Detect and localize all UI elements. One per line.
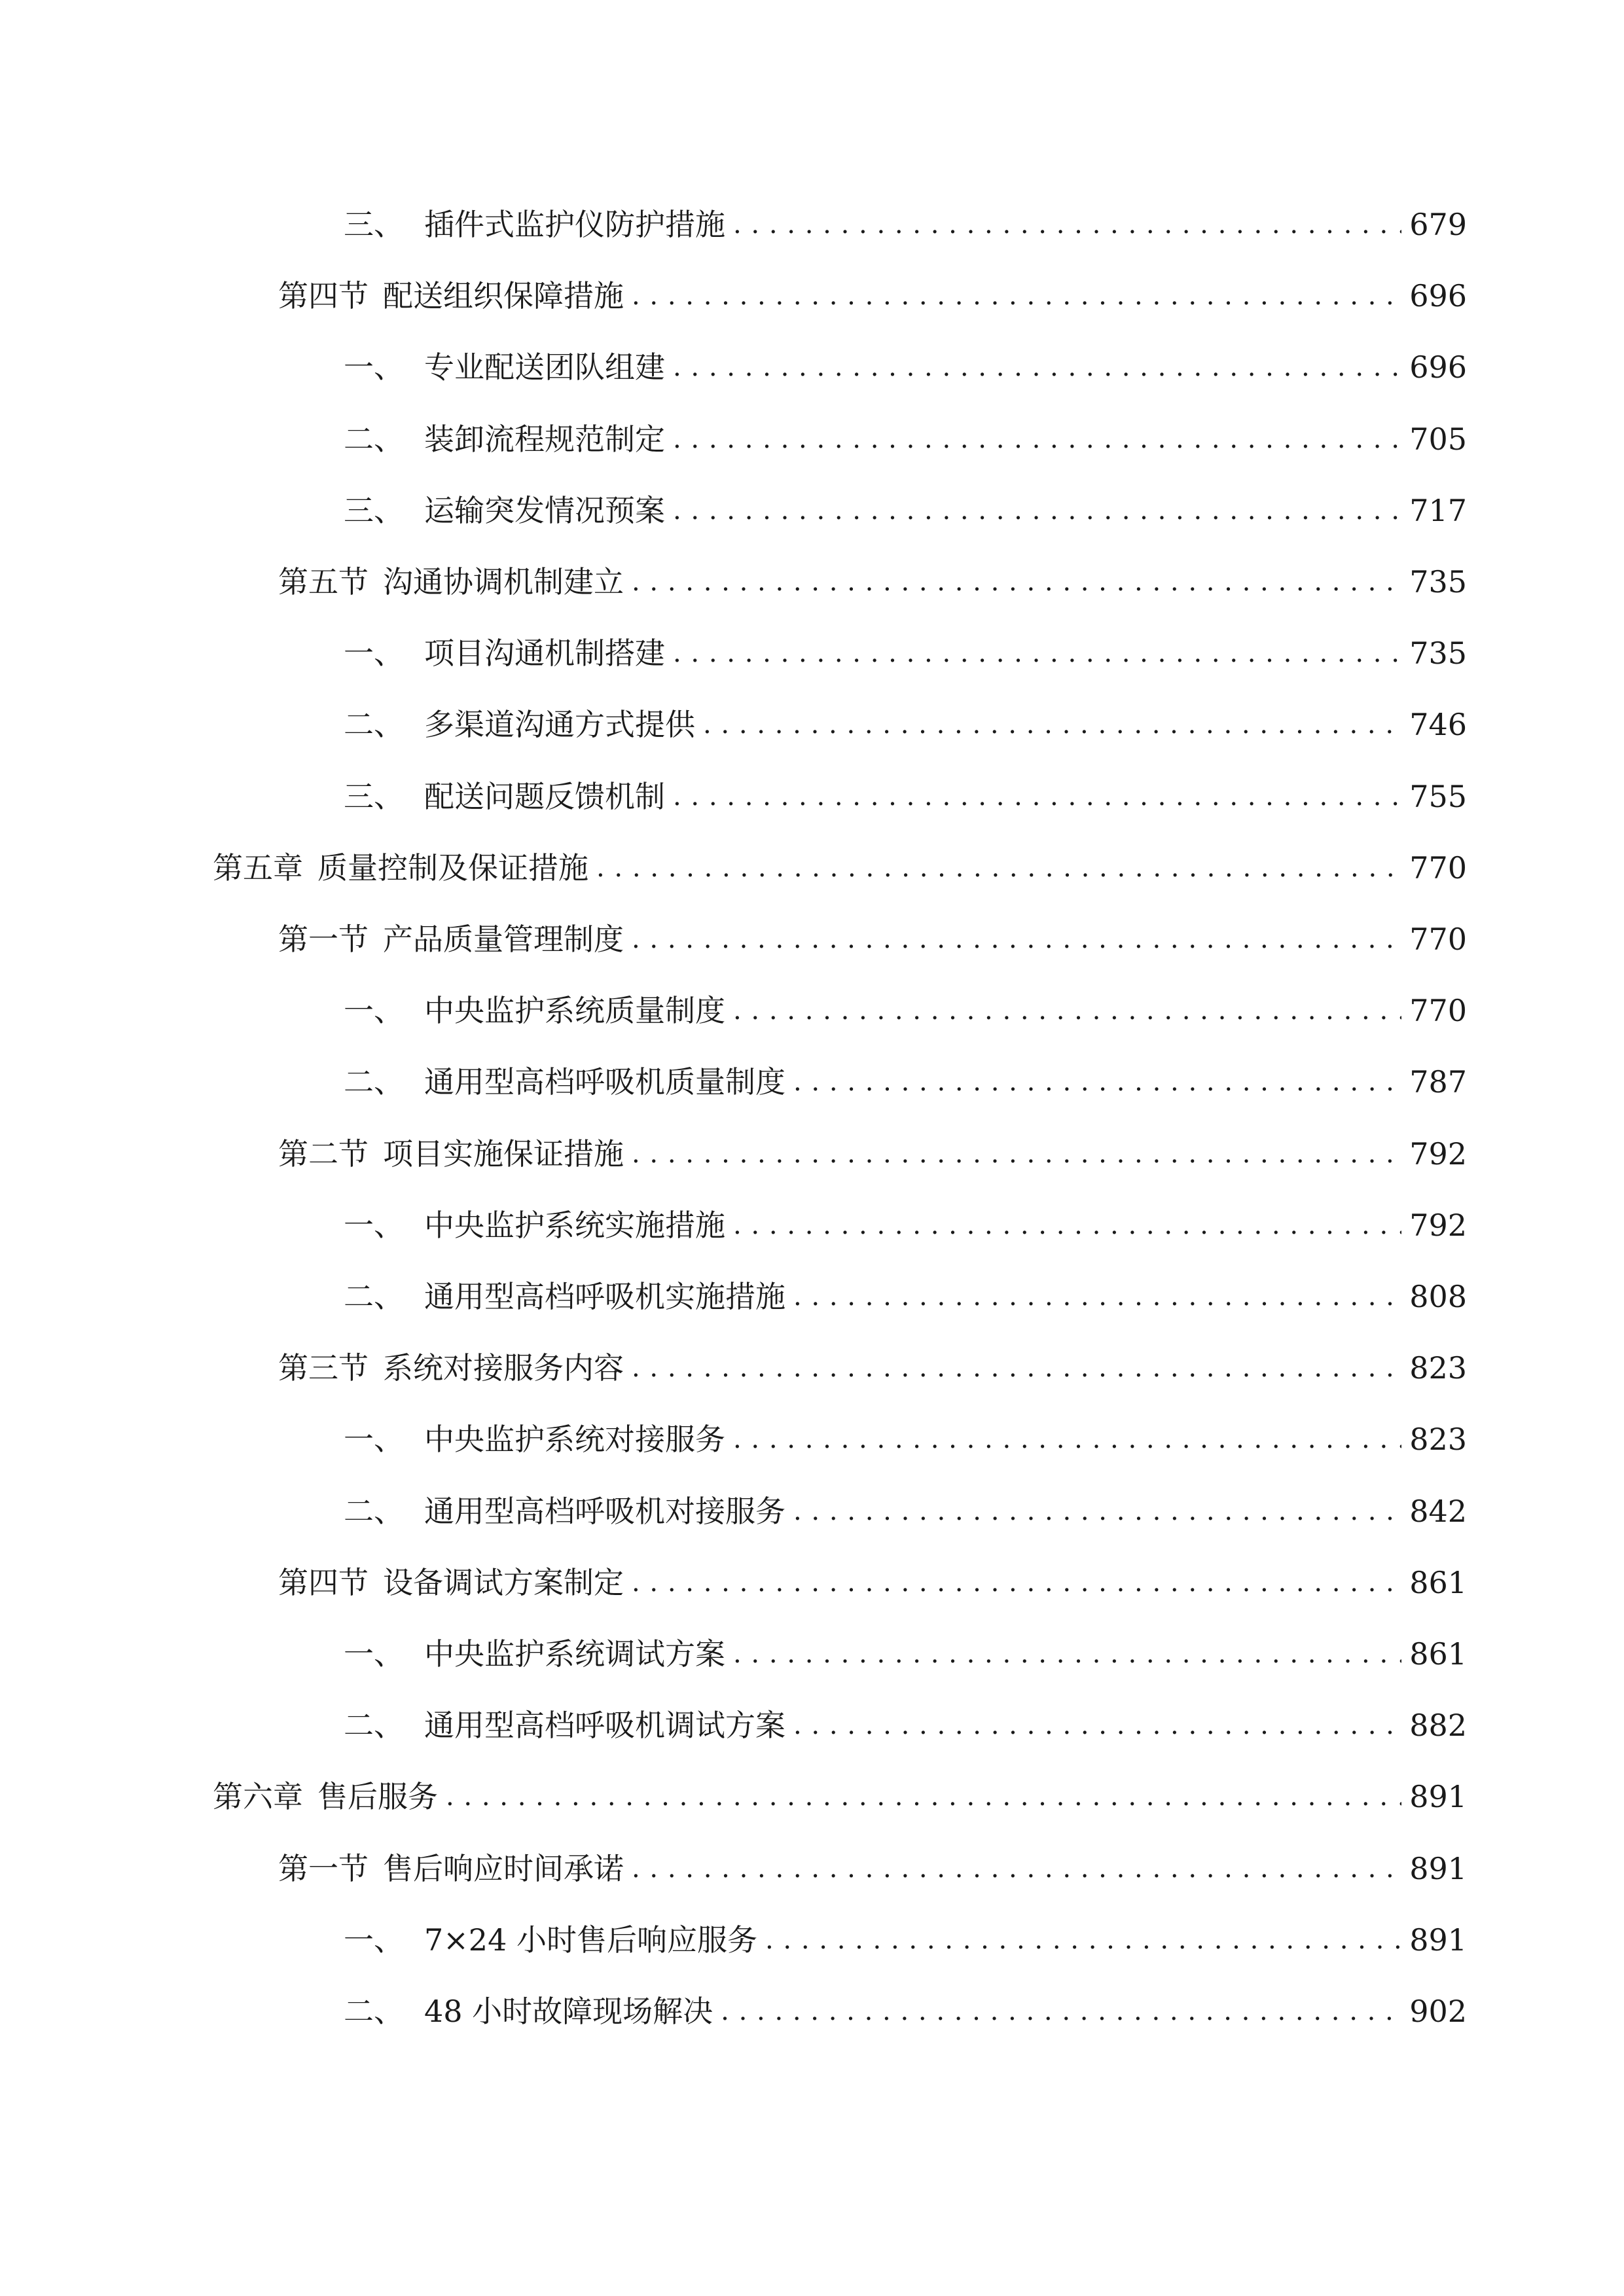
toc-dot-leader: [793, 1061, 1401, 1103]
toc-entry[interactable]: [278, 1837, 1467, 1890]
toc-page-number: 705: [1409, 421, 1467, 457]
toc-dot-leader: [632, 1347, 1401, 1389]
toc-page-number: 746: [1409, 707, 1467, 743]
toc-entry-number: 第五节: [278, 564, 369, 600]
toc-entry-title: 通用型高档呼吸机调试方案: [424, 1708, 785, 1744]
toc-entry[interactable]: [344, 1480, 1467, 1532]
toc-page-number: 902: [1409, 1994, 1467, 2029]
toc-entry-title: 售后响应时间承诺: [383, 1850, 624, 1886]
toc-page-number: 792: [1409, 1136, 1467, 1172]
toc-entry-title: 配送问题反馈机制: [424, 778, 665, 814]
toc-dot-leader: [673, 346, 1401, 388]
toc-page-number: 792: [1409, 1207, 1467, 1243]
toc-dot-leader: [673, 418, 1401, 460]
toc-entry-title: 插件式监护仪防护措施: [424, 207, 725, 242]
toc-entry-title: 中央监护系统质量制度: [424, 993, 725, 1029]
toc-dot-leader: [596, 847, 1401, 889]
toc-dot-leader: [793, 1490, 1401, 1532]
toc-dot-leader: [733, 204, 1401, 245]
toc-entry-number: 第二节: [278, 1136, 369, 1172]
toc-entry-number: 一、: [344, 350, 404, 386]
toc-entry-title: 中央监护系统实施措施: [424, 1207, 725, 1243]
toc-dot-leader: [632, 918, 1401, 960]
toc-entry-number: 二、: [344, 421, 404, 457]
toc-entry-number: 二、: [344, 1708, 404, 1744]
toc-entry[interactable]: [344, 1050, 1467, 1103]
toc-page-number: 891: [1409, 1850, 1467, 1886]
toc-page-number: 735: [1409, 636, 1467, 672]
toc-page-number: 717: [1409, 492, 1467, 528]
toc-entry-title: 产品质量管理制度: [383, 922, 624, 957]
toc-entry[interactable]: [344, 336, 1467, 388]
toc-entry-title: 装卸流程规范制定: [424, 421, 665, 457]
toc-entry-title: 项目实施保证措施: [383, 1136, 624, 1172]
toc-entry[interactable]: [344, 693, 1467, 745]
toc-entry-number: 第四节: [278, 1564, 369, 1600]
toc-dot-leader: [733, 1633, 1401, 1675]
toc-entry-number: 第五章: [213, 850, 303, 886]
toc-entry[interactable]: [344, 979, 1467, 1031]
toc-entry-number: 二、: [344, 1493, 404, 1529]
toc-page-number: 808: [1409, 1279, 1467, 1314]
toc-page-number: 823: [1409, 1350, 1467, 1386]
toc-entry-number: 二、: [344, 1064, 404, 1100]
toc-entry-title: 通用型高档呼吸机质量制度: [424, 1064, 785, 1100]
toc-dot-leader: [733, 990, 1401, 1031]
toc-entry[interactable]: [278, 550, 1467, 603]
toc-page-number: 696: [1409, 278, 1467, 314]
toc-entry-number: 二、: [344, 1994, 404, 2029]
toc-entry-title: 中央监护系统调试方案: [424, 1636, 725, 1672]
toc-dot-leader: [673, 632, 1401, 674]
toc-dot-leader: [733, 1204, 1401, 1246]
toc-page-number: 891: [1409, 1922, 1467, 1958]
toc-entry-number: 一、: [344, 1636, 404, 1672]
toc-entry[interactable]: [344, 1265, 1467, 1318]
toc-entry[interactable]: [344, 622, 1467, 674]
toc-page-number: 842: [1409, 1493, 1467, 1529]
toc-entry[interactable]: [278, 264, 1467, 317]
toc-page-number: 770: [1409, 993, 1467, 1029]
toc-entry-title: 质量控制及保证措施: [317, 850, 588, 886]
toc-entry-number: 一、: [344, 1922, 404, 1958]
toc-entry-number: 第六章: [213, 1779, 303, 1815]
toc-page-number: 882: [1409, 1708, 1467, 1744]
toc-dot-leader: [733, 1418, 1401, 1460]
toc-dot-leader: [632, 275, 1401, 317]
toc-entry[interactable]: [213, 1765, 1467, 1818]
toc-entry-number: 二、: [344, 707, 404, 743]
toc-entry[interactable]: [278, 1122, 1467, 1175]
toc-entry-title: 48 小时故障现场解决: [424, 1994, 713, 2029]
toc-entry[interactable]: [344, 1909, 1467, 1961]
toc-entry[interactable]: [278, 1336, 1467, 1389]
toc-entry[interactable]: [213, 836, 1467, 889]
toc-entry[interactable]: [278, 1551, 1467, 1604]
toc-entry-number: 三、: [344, 492, 404, 528]
toc-entry-number: 一、: [344, 1207, 404, 1243]
toc-entry-title: 设备调试方案制定: [383, 1564, 624, 1600]
toc-entry-number: 第一节: [278, 922, 369, 957]
toc-entry[interactable]: [344, 193, 1467, 245]
toc-entry-number: 三、: [344, 207, 404, 242]
toc-dot-leader: [632, 1133, 1401, 1175]
toc-dot-leader: [793, 1276, 1401, 1318]
toc-page-number: 891: [1409, 1779, 1467, 1815]
toc-entry[interactable]: [344, 1408, 1467, 1460]
toc-dot-leader: [632, 1848, 1401, 1890]
toc-entry[interactable]: [344, 1194, 1467, 1246]
toc-page-number: 787: [1409, 1064, 1467, 1100]
toc-entry-title: 沟通协调机制建立: [383, 564, 624, 600]
toc-entry-title: 系统对接服务内容: [383, 1350, 624, 1386]
toc-entry-number: 二、: [344, 1279, 404, 1314]
toc-entry-number: 一、: [344, 1422, 404, 1458]
toc-entry-title: 配送组织保障措施: [383, 278, 624, 314]
toc-dot-leader: [632, 561, 1401, 603]
toc-entry[interactable]: [278, 908, 1467, 960]
toc-entry[interactable]: [344, 1623, 1467, 1675]
toc-entry[interactable]: [344, 479, 1467, 531]
toc-dot-leader: [632, 1562, 1401, 1604]
toc-page-number: 735: [1409, 564, 1467, 600]
toc-entry-number: 一、: [344, 993, 404, 1029]
toc-entry-title: 中央监护系统对接服务: [424, 1422, 725, 1458]
toc-page-number: 679: [1409, 207, 1467, 242]
toc-dot-leader: [446, 1776, 1401, 1818]
toc-entry-number: 第四节: [278, 278, 369, 314]
toc-entry-title: 项目沟通机制搭建: [424, 636, 665, 672]
toc-entry-number: 第三节: [278, 1350, 369, 1386]
toc-entry-number: 一、: [344, 636, 404, 672]
toc-page-number: 770: [1409, 922, 1467, 957]
toc-entry[interactable]: [344, 408, 1467, 460]
toc-page-number: 861: [1409, 1564, 1467, 1600]
toc-page-number: 696: [1409, 350, 1467, 386]
toc-entry-title: 专业配送团队组建: [424, 350, 665, 386]
toc-entry-title: 通用型高档呼吸机对接服务: [424, 1493, 785, 1529]
toc-dot-leader: [793, 1704, 1401, 1746]
toc-entry-title: 多渠道沟通方式提供: [424, 707, 695, 743]
toc-entry-title: 售后服务: [317, 1779, 438, 1815]
toc-page-number: 823: [1409, 1422, 1467, 1458]
toc-entry-number: 三、: [344, 778, 404, 814]
toc-entry[interactable]: [344, 765, 1467, 817]
toc-dot-leader: [721, 1990, 1401, 2032]
toc-entry-number: 第一节: [278, 1850, 369, 1886]
toc-page-number: 861: [1409, 1636, 1467, 1672]
toc-entry-title: 运输突发情况预案: [424, 492, 665, 528]
toc-entry-title: 通用型高档呼吸机实施措施: [424, 1279, 785, 1314]
toc-entry[interactable]: [344, 1694, 1467, 1746]
toc-dot-leader: [673, 490, 1401, 531]
toc-dot-leader: [703, 704, 1401, 745]
toc-entry[interactable]: [344, 1980, 1467, 2032]
toc-dot-leader: [673, 776, 1401, 817]
toc-page-number: 755: [1409, 778, 1467, 814]
toc-page-number: 770: [1409, 850, 1467, 886]
toc-dot-leader: [765, 1919, 1401, 1961]
toc-entry-title: 7×24 小时售后响应服务: [424, 1922, 757, 1958]
